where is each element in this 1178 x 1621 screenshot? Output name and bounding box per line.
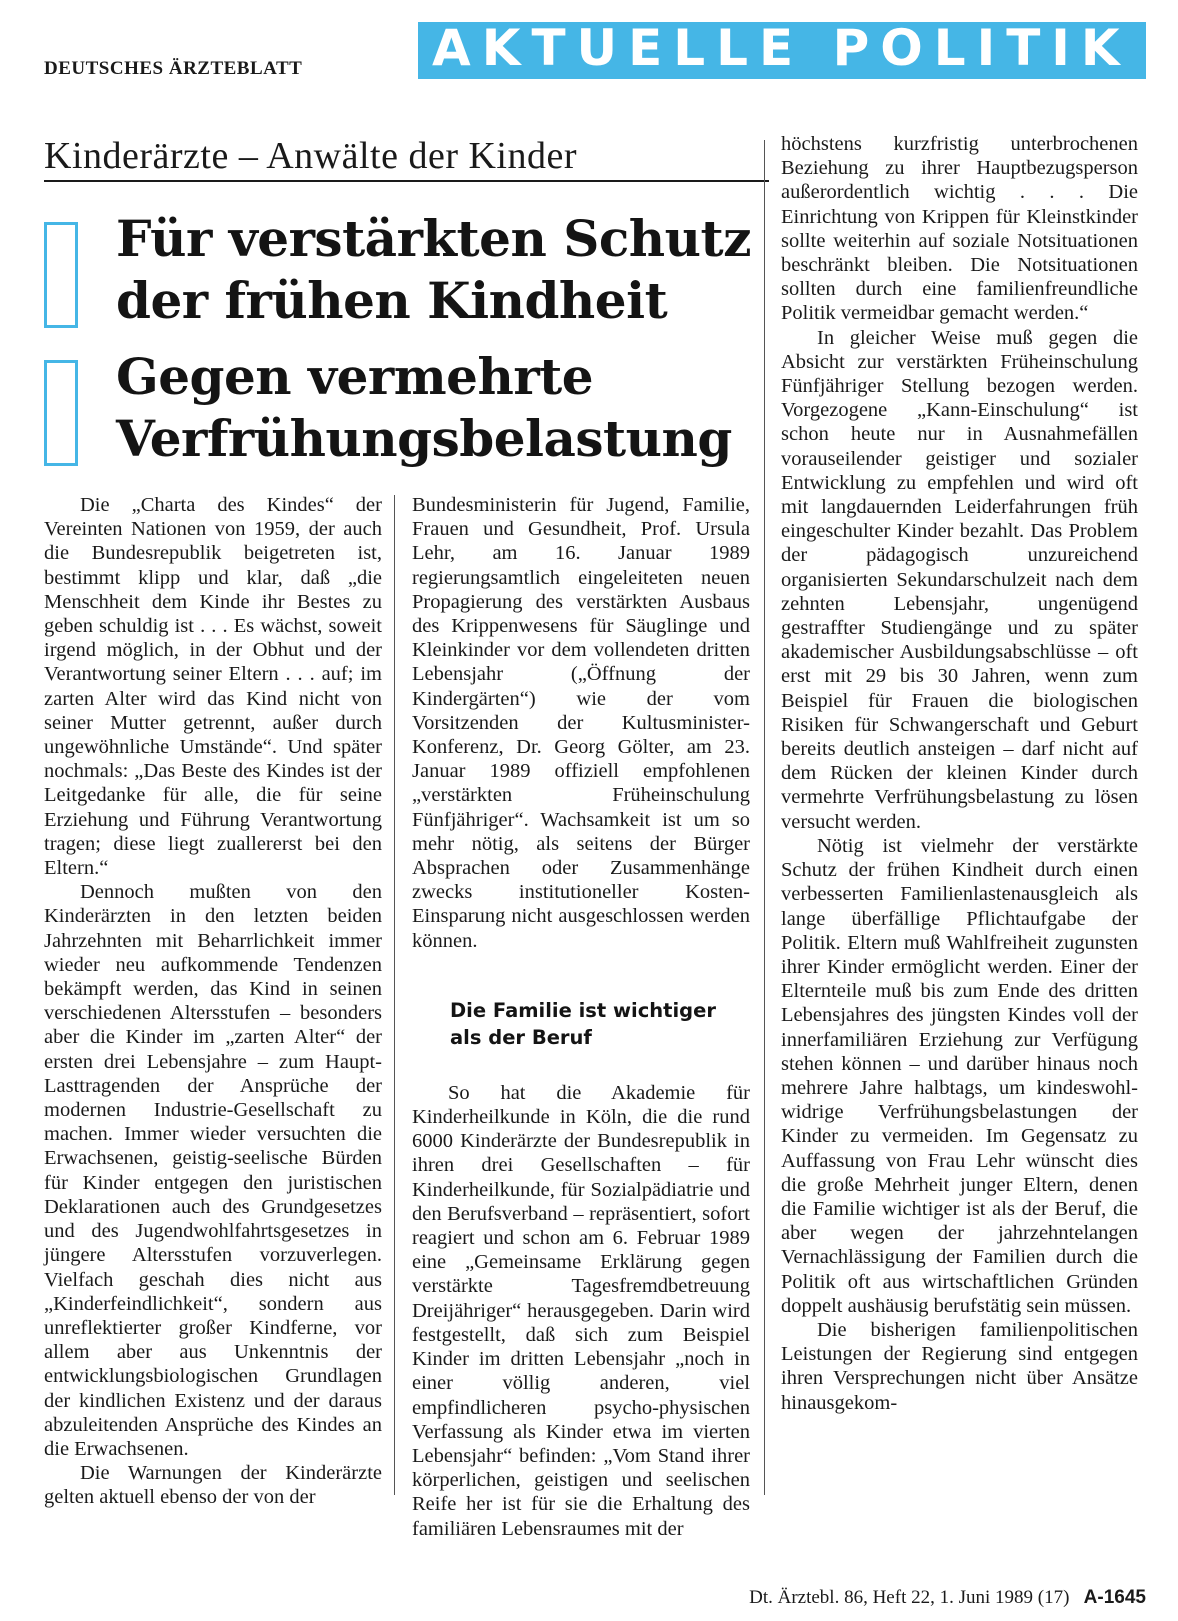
masthead: DEUTSCHES ÄRZTEBLATT [44, 58, 303, 79]
headline-2: Gegen vermehrte Verfrühungsbelastung [116, 347, 732, 468]
headline-box-icon [44, 360, 78, 466]
paragraph: Die bisherigen familienpolitischen Leistungen der Regierung sind entgegen ihren Versprechungen nicht über Ansätze hinausgekom- [781, 1318, 1138, 1414]
subheading: Die Familie ist wichtiger als der Beruf [450, 998, 716, 1049]
paragraph: Dennoch mußten von den Kinderärzten in den letzten beiden Jahrzehnten mit Beharrlichkeit immer wieder neu aufkommende Tendenzen bekämpft werden, das Kind in seinen verschiedenen Altersstufen – besonders aber die Kinder im „zarten Alter“ der ersten drei Lebensjahre – zum Haupt-Lasttragenden der Ansprüche der modernen Industrie-Gesellschaft zu machen. Immer wieder versuchten die Erwachsenen, geistig-seelische Bürden für Kinder entgegen den juristischen Deklarationen auch des Grundgesetzes und des Jugendwohlfahrtsgesetzes in jüngere Altersstufen vorzuverlegen. Vielfach geschah dies nicht aus „Kinderfeindlichkeit“, sondern aus unreflektierter großer Kindferne, vor allem aber aus Unkenntnis der entwicklungsbiologischen Grundlagen der kindlichen Existenz und der daraus abzuleitenden Ansprüche des Kindes an die Erwachsenen. [44, 881, 382, 1460]
headline-box-icon [44, 222, 78, 328]
paragraph: Die „Charta des Kindes“ der Vereinten Nationen von 1959, der auch die Bundesrepublik beigetreten ist, bestimmt klipp und klar, daß „die Menschheit dem Kinde ihr Bestes zu geben schuldig ist . . . Es wächst, soweit irgend möglich, in der Obhut und der Verantwortung seiner Eltern . . . auf; im zarten Alter wird das Kind nicht von seiner Mutter getrennt, außer durch ungewöhnliche Umstände“. Und später nochmals: „Das Beste des Kindes ist der Leitgedanke für alle, die für seine Erziehung und Führung Verantwortung tragen; diese liegt zuallererst bei den Eltern.“ [44, 494, 382, 880]
page-number: A-1645 [1083, 1587, 1146, 1608]
column-rule [764, 140, 765, 1495]
footer-citation: Dt. Ärztebl. 86, Heft 22, 1. Juni 1989 (17) [749, 1587, 1070, 1608]
column-3 [781, 132, 1138, 1415]
column-rule [394, 495, 395, 1495]
paragraph: Bundesministerin für Jugend, Familie, Frauen und Gesundheit, Prof. Ursula Lehr, am 16. Januar 1989 regierungsamtlich eingeleiteten neuen Propagierung des verstärkten Ausbaus des Krippenwesens für Säuglinge und Kleinkinder vor dem vollendeten dritten Lebensjahr („Öffnung der Kindergärten“) wie der vom Vorsitzenden der Kultusminister-Konferenz, Dr. Georg Gölter, am 23. Januar 1989 offiziell empfohlenen „verstärkten Früheinschulung Fünfjähriger“. Wachsamkeit ist um so mehr nötig, als seitens der Bürger Absprachen oder Zusammenhänge zwecks institutioneller Kosten-Einsparung nicht ausgeschlossen werden können. [412, 494, 750, 952]
headline-1: Für verstärkten Schutz der frühen Kindheit [116, 209, 751, 330]
page-footer [680, 1587, 1146, 1609]
section-rubric: AKTUELLE POLITIK [418, 22, 1146, 79]
paragraph: Die Warnungen der Kinderärzte gelten aktuell ebenso der von der [44, 1462, 382, 1509]
paragraph: In gleicher Weise muß gegen die Absicht zur verstärkten Früheinschulung Fünfjähriger Stellung bezogen werden. Vorgezogene „Kann-Einschulung“ ist schon heute nur in Ausnahmefällen vorauseilender geistiger und sozialer Entwicklung zu empfehlen und wird oft mit langdauernden Leiderfahrungen früh eingeschulter Kinder bezahlt. Das Problem der pädagogisch unzureichend organisierten Sekundarschulzeit nach dem zehnten Lebensjahr, ungenügend gestraffter Studiengänge und zu später akademischer Ausbildungsabschlüsse – oft erst mit 29 bis 30 Jahren, wenn zum Beispiel für Frauen die biologischen Risiken für Schwangerschaft und Geburt bereits deutlich ansteigen – darf nicht auf dem Rücken der kleinen Kinder durch vermehrte Verfrühungsbelastung zu lösen versucht werden. [781, 326, 1138, 833]
article-kicker: Kinderärzte – Anwälte der Kinder [44, 134, 769, 182]
paragraph: So hat die Akademie für Kinderheilkunde in Köln, die die rund 6000 Kinderärzte der Bundesrepublik in ihren drei Gesellschaften – für Kinderheilkunde, für Sozialpädiatrie und den Berufsverband – repräsentiert, sofort reagiert und schon am 6. Februar 1989 eine „Gemeinsame Erklärung gegen verstärkte Tagesfremdbetreuung Dreijähriger“ herausgegeben. Darin wird festgestellt, daß sich zum Beispiel Kinder im dritten Lebensjahr „noch in einer völlig anderen, viel empfindlicheren psycho-physischen Verfassung als Kinder etwa im vierten Lebensjahr“ befinden: „Vom Stand ihrer körperlichen, geistigen und seelischen Reife her ist für sie die Erhaltung des familiären Lebensraumes mit der [412, 1081, 750, 1540]
paragraph: Nötig ist vielmehr der verstärkte Schutz der frühen Kindheit durch einen verbesserten Familienlastenausgleich als lange überfällige Pflichtaufgabe der Politik. Eltern muß Wahlfreiheit zugunsten ihrer Kinder ermöglicht werden. Einer der Elternteile muß bis zum Ende des dritten Lebensjahres des jüngsten Kindes voll der innerfamiliären Erziehung zur Verfügung stehen können – und darüber hinaus noch mehrere Jahre halbtags, um kindeswohl-widrige Verfrühungsbelastungen der Kinder zu vermeiden. Im Gegensatz zu Auffassung von Frau Lehr wünscht dies die große Mehrheit junger Eltern, denen die Familie wichtiger ist als der Beruf, die aber wegen der jahrzehntelangen Vernachlässigung der Familien durch die Politik oft aus wirtschaftlichen Gründen doppelt aushäusig berufstätig sein müssen. [781, 834, 1138, 1317]
paragraph: höchstens kurzfristig unterbrochenen Beziehung zu ihrer Hauptbezugsperson außerordentlich wichtig . . . Die Einrichtung von Krippen für Kleinstkinder sollte weiterhin auf soziale Notsituationen beschränkt bleiben. Die Notsituationen sollten durch eine familienfreundliche Politik vermeidbar gemacht werden.“ [781, 133, 1138, 325]
column-2 [412, 493, 750, 1541]
column-1 [44, 493, 382, 1510]
